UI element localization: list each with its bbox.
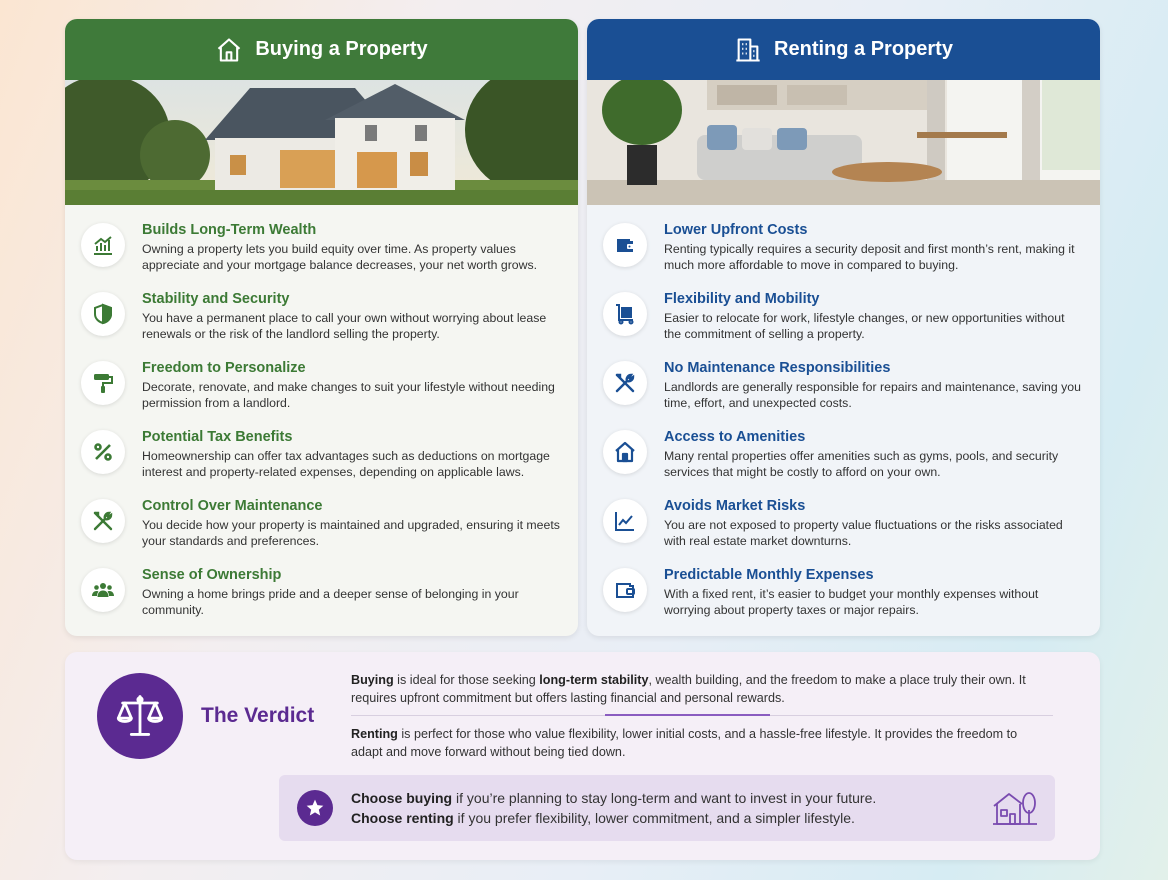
item-desc: Easier to relocate for work, lifestyle changes, or new opportunities without the commitment of selling a property.: [664, 311, 1065, 341]
item-title: Avoids Market Risks: [664, 498, 806, 514]
item-title: Access to Amenities: [664, 429, 806, 445]
list-item: [81, 290, 562, 359]
list-item: [603, 566, 1084, 635]
wallet-icon: [613, 233, 637, 257]
list-item: [603, 221, 1084, 290]
house-icon: [215, 36, 243, 64]
item-title: Lower Upfront Costs: [664, 222, 808, 238]
renting-header: [587, 19, 1100, 80]
item-title: Predictable Monthly Expenses: [664, 567, 874, 583]
list-item: [81, 359, 562, 428]
item-desc: Renting typically requires a security deposit and first month’s rent, making it much more affordable to move in compared to buying.: [664, 242, 1075, 272]
item-title: Flexibility and Mobility: [664, 291, 820, 307]
list-item: [81, 497, 562, 566]
item-title: Sense of Ownership: [142, 567, 282, 583]
house-photo: [65, 80, 578, 205]
verdict-buying-text: Buying is ideal for those seeking long-term stability, wealth building, and the freedom to make a place truly their own. It requires upfront commitment but offers lasting financial and personal rewards.: [351, 673, 1026, 705]
item-desc: Owning a home brings pride and a deeper sense of belonging in your community.: [142, 587, 519, 617]
buying-panel: [65, 19, 578, 636]
renting-panel: [587, 19, 1100, 636]
house-tree-icon: [992, 788, 1038, 828]
list-item: [81, 566, 562, 635]
tools-icon: [91, 509, 115, 533]
item-title: Potential Tax Benefits: [142, 429, 293, 445]
item-desc: Many rental properties offer amenities such as gyms, pools, and security services that might be costly to afford on your own.: [664, 449, 1059, 479]
item-desc: You have a permanent place to call your own without worrying about lease renewals or the risk of the landlord selling the property.: [142, 311, 547, 341]
tools-icon: [613, 371, 637, 395]
home-icon: [613, 440, 637, 464]
star-icon: [305, 798, 325, 818]
list-item: [603, 359, 1084, 428]
list-item: [81, 221, 562, 290]
percent-icon: [91, 440, 115, 464]
divider-accent: [605, 714, 770, 716]
choose-renting-text: Choose renting if you prefer flexibility, lower commitment, and a simpler lifestyle.: [351, 810, 855, 826]
item-title: Stability and Security: [142, 291, 290, 307]
scales-icon: [114, 690, 166, 742]
item-title: Freedom to Personalize: [142, 360, 306, 376]
apartment-photo: [587, 80, 1100, 205]
recommendation-box: [279, 775, 1055, 841]
item-desc: You are not exposed to property value fluctuations or the risks associated with real estate market downturns.: [664, 518, 1063, 548]
paint-roller-icon: [91, 371, 115, 395]
renting-list: [587, 205, 1100, 635]
item-title: No Maintenance Responsibilities: [664, 360, 891, 376]
list-item: [603, 290, 1084, 359]
item-desc: Landlords are generally responsible for repairs and maintenance, saving you time, effort, and unexpected costs.: [664, 380, 1081, 410]
choose-buying-text: Choose buying if you’re planning to stay long-term and want to invest in your future.: [351, 790, 877, 806]
renting-title: Renting a Property: [774, 38, 953, 60]
verdict-renting-text: Renting is perfect for those who value flexibility, lower initial costs, and a hassle-free lifestyle. It provides the freedom to adapt and move forward without being tied down.: [351, 727, 1018, 759]
verdict-title: The Verdict: [201, 704, 315, 727]
item-desc: Homeownership can offer tax advantages such as deductions on mortgage interest and property-related expenses, depending on applicable laws.: [142, 449, 550, 479]
verdict-panel: [65, 652, 1100, 860]
people-icon: [91, 578, 115, 602]
moving-cart-icon: [613, 302, 637, 326]
line-chart-icon: [613, 509, 637, 533]
buying-title: Buying a Property: [255, 38, 428, 60]
shield-icon: [91, 302, 115, 326]
bar-chart-icon: [91, 233, 115, 257]
list-item: [603, 497, 1084, 566]
item-title: Builds Long-Term Wealth: [142, 222, 317, 238]
buying-list: [65, 205, 578, 635]
item-desc: Decorate, renovate, and make changes to suit your lifestyle without needing permission from a landlord.: [142, 380, 555, 410]
buying-header: [65, 19, 578, 80]
list-item: [603, 428, 1084, 497]
building-icon: [734, 36, 762, 64]
item-desc: With a fixed rent, it’s easier to budget your monthly expenses without worrying about property taxes or major repairs.: [664, 587, 1039, 617]
wallet-icon: [613, 578, 637, 602]
item-title: Control Over Maintenance: [142, 498, 323, 514]
item-desc: Owning a property lets you build equity over time. As property values appreciate and your mortgage balance decreases, your net worth grows.: [142, 242, 538, 272]
list-item: [81, 428, 562, 497]
item-desc: You decide how your property is maintained and upgraded, ensuring it meets your standards and preferences.: [142, 518, 560, 548]
